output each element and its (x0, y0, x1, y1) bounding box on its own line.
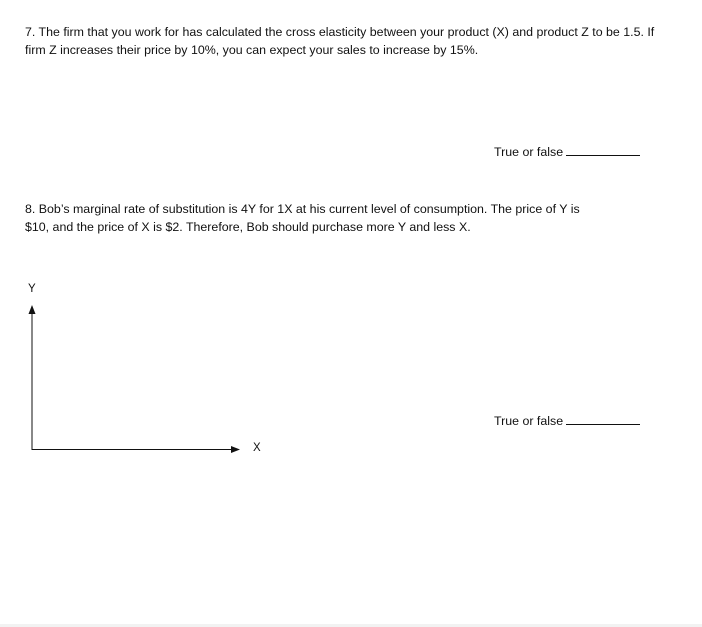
x-axis-label: X (253, 442, 261, 454)
question-7-answer-blank[interactable] (566, 143, 640, 156)
question-8-answer (494, 412, 640, 429)
question-8-text: 8. Bob’s marginal rate of substitution is 4Y for 1X at his current level of consumption. The price of Y is $10, and the price of X is $2. Therefore, Bob should purchase more Y and less X. (25, 202, 580, 234)
y-axis-arrowhead (29, 305, 36, 314)
question-7-answer (494, 143, 640, 160)
x-axis-arrowhead (231, 446, 240, 453)
axes-graph (20, 298, 250, 458)
question-7-answer-label: True or false (494, 145, 564, 159)
question-8-answer-blank[interactable] (566, 412, 640, 425)
y-axis-label: Y (28, 283, 36, 295)
question-8-answer-label: True or false (494, 414, 564, 428)
question-7-text: 7. The firm that you work for has calculated the cross elasticity between your product (X) and product Z to be 1.5. If firm Z increases their price by 10%, you can expect your sales to increase by 15%. (25, 25, 655, 57)
